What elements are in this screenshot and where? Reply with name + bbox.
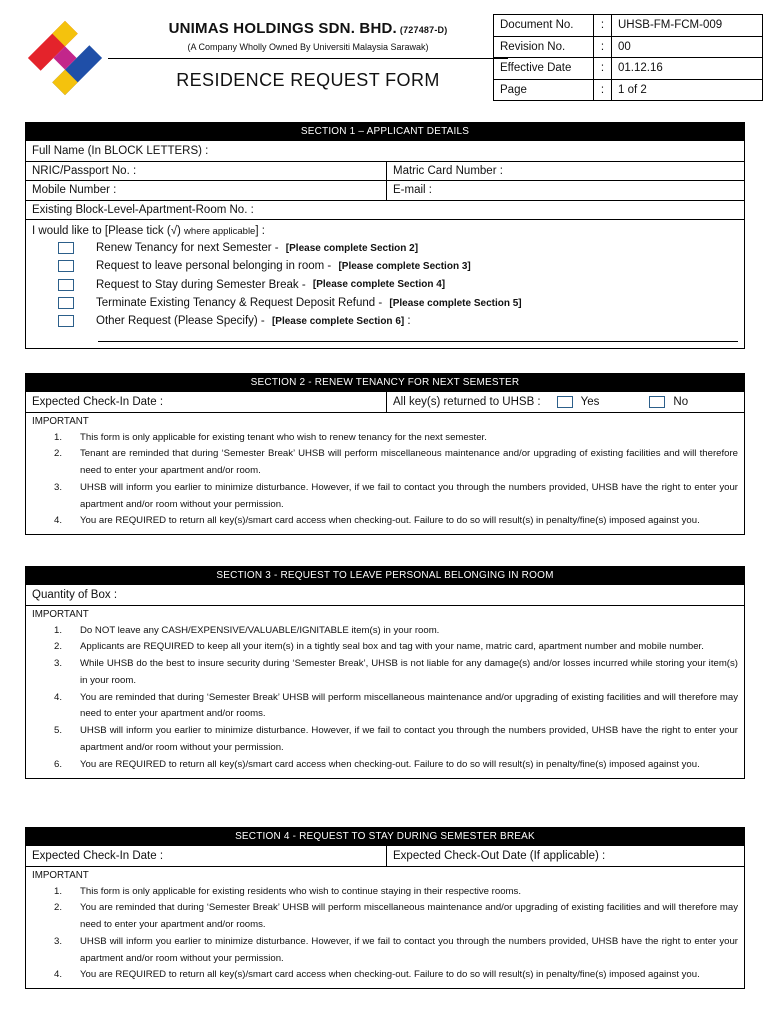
meta-row	[494, 79, 763, 101]
other-request-underline[interactable]	[98, 332, 738, 342]
important-item-text: UHSB will inform you earlier to minimize disturbance. However, if we fail to contact you through the numbers provided, UHSB have the right to enter your apartment and/or room without your permission.	[80, 481, 738, 510]
important-item	[32, 480, 738, 514]
important-item	[32, 513, 738, 530]
request-type-choices	[26, 219, 744, 348]
section-4-important-title: IMPORTANT	[32, 869, 89, 881]
request-option-note: [Please complete Section 5]	[389, 297, 522, 309]
checkin-checkout-row	[26, 846, 744, 866]
request-intro-where: where applicable	[184, 226, 256, 237]
important-item-number: 6.	[54, 758, 63, 770]
important-item-text: Applicants are REQUIRED to keep all your item(s) in a tightly seal box and tag with your name, matric card, apartment number and mobile number.	[80, 641, 704, 653]
meta-colon: :	[594, 79, 612, 101]
section-4-important	[26, 866, 744, 989]
meta-label: Effective Date	[494, 58, 594, 80]
request-option[interactable]	[32, 276, 738, 294]
nric-matric-row	[26, 161, 744, 181]
important-item-number: 3.	[54, 658, 63, 670]
meta-row	[494, 58, 763, 80]
company-block	[108, 16, 508, 100]
important-item	[32, 690, 738, 724]
important-item-text: You are reminded that during ‘Semester Break’ UHSB will perform miscellaneous maintenance and/or upgrading of existing facilities and will therefore may need to enter your apartment and/or rooms.	[80, 691, 738, 720]
meta-value: 00	[612, 36, 763, 58]
important-item	[32, 900, 738, 934]
company-name	[108, 20, 508, 37]
header-divider	[108, 58, 508, 59]
mobile-email-row	[26, 180, 744, 200]
important-item	[32, 723, 738, 757]
section-3-important	[26, 605, 744, 778]
quantity-of-box-field[interactable]: Quantity of Box :	[32, 588, 118, 601]
keys-no-checkbox[interactable]	[649, 396, 665, 408]
section-4-stay-semester-break	[25, 827, 745, 989]
important-item-number: 3.	[54, 935, 63, 947]
request-option-label: Request to leave personal belonging in room -	[96, 260, 335, 273]
important-item-number: 1.	[54, 431, 63, 443]
request-option[interactable]	[32, 257, 738, 275]
section-3-leave-belongings	[25, 566, 745, 779]
important-item-text: This form is only applicable for existing tenant who wish to renew tenancy for the next semester.	[80, 431, 487, 443]
unimas-holdings-logo	[24, 16, 106, 100]
meta-colon: :	[594, 58, 612, 80]
important-item	[32, 639, 738, 656]
important-item-number: 1.	[54, 885, 63, 897]
section-3-important-list	[32, 623, 738, 774]
important-item	[32, 884, 738, 901]
request-option[interactable]	[32, 294, 738, 312]
keys-returned-label: All key(s) returned to UHSB :	[393, 395, 541, 408]
important-item-text: While UHSB do the best to insure security during ‘Semester Break’, UHSB is not liable for any damage(s) and/or losses incurred while storing your item(s) in your room.	[80, 658, 738, 686]
email-field[interactable]: E-mail :	[386, 181, 744, 200]
keys-returned-cell	[386, 392, 744, 412]
important-item	[32, 967, 738, 984]
meta-label: Revision No.	[494, 36, 594, 58]
request-option-checkbox[interactable]	[58, 242, 74, 254]
meta-label: Document No.	[494, 15, 594, 37]
request-option[interactable]	[32, 312, 738, 330]
request-option-label: Other Request (Please Specify) -	[96, 315, 268, 328]
important-item-number: 4.	[54, 969, 63, 981]
important-item	[32, 757, 738, 774]
important-item-number: 2.	[54, 448, 63, 460]
request-option-checkbox[interactable]	[58, 279, 74, 291]
request-option[interactable]	[32, 239, 738, 257]
section-2-important	[26, 412, 744, 535]
section-4-checkout-field[interactable]: Expected Check-Out Date (If applicable) :	[386, 846, 744, 866]
important-item-text: UHSB will inform you earlier to minimize disturbance. However, if we fail to contact you through the numbers provided, UHSB have the right to enter your apartment and/or room without your permission.	[80, 725, 738, 754]
request-intro	[32, 223, 738, 239]
important-item	[32, 623, 738, 640]
section-3-title: SECTION 3 - REQUEST TO LEAVE PERSONAL BELONGING IN ROOM	[26, 567, 744, 585]
full-name-field[interactable]: Full Name (In BLOCK LETTERS) :	[32, 144, 209, 157]
meta-value: UHSB-FM-FCM-009	[612, 15, 763, 37]
section-2-checkin-field[interactable]: Expected Check-In Date :	[32, 395, 164, 408]
request-option-checkbox[interactable]	[58, 297, 74, 309]
request-intro-text: I would like to [Please tick (√)	[32, 225, 185, 237]
section-4-important-list	[32, 884, 738, 985]
important-item-number: 4.	[54, 515, 63, 527]
important-item	[32, 446, 738, 480]
meta-row	[494, 15, 763, 37]
important-item-text: Do NOT leave any CASH/EXPENSIVE/VALUABLE/IGNITABLE item(s) in your room.	[80, 624, 440, 636]
request-option-label: Renew Tenancy for next Semester -	[96, 242, 282, 255]
request-option-note: [Please complete Section 6]	[271, 315, 405, 327]
section-1-applicant-details	[25, 122, 745, 349]
request-intro-end: ] :	[255, 225, 265, 237]
section-2-important-list	[32, 430, 738, 531]
meta-label: Page	[494, 79, 594, 101]
section-2-title: SECTION 2 - RENEW TENANCY FOR NEXT SEMESTER	[26, 374, 744, 392]
meta-value: 01.12.16	[612, 58, 763, 80]
meta-colon: :	[594, 36, 612, 58]
company-subtitle: (A Company Wholly Owned By Universiti Malaysia Sarawak)	[187, 42, 429, 52]
important-item-text: You are REQUIRED to return all key(s)/smart card access when checking-out. Failure to do so will result(s) in penalty/fine(s) imposed against you.	[80, 515, 700, 527]
request-option-suffix: :	[404, 315, 411, 328]
request-option-checkbox[interactable]	[58, 260, 74, 272]
important-item-number: 4.	[54, 691, 63, 703]
request-option-note: [Please complete Section 4]	[312, 279, 446, 291]
important-item-number: 2.	[54, 902, 63, 914]
block-level-room-field[interactable]: Existing Block-Level-Apartment-Room No. :	[32, 203, 254, 216]
checkin-keys-row	[26, 392, 744, 412]
request-option-note: [Please complete Section 3]	[338, 260, 471, 272]
important-item	[32, 934, 738, 968]
important-item-text: You are REQUIRED to return all key(s)/smart card access when checking-out. Failure to do so will result(s) in penalty/fine(s) imposed against you.	[80, 758, 700, 770]
important-item-number: 2.	[54, 641, 63, 653]
important-item-text: UHSB will inform you earlier to minimize disturbance. However, if we fail to contact you through the numbers provided, UHSB have the right to enter your apartment and/or room without your permission.	[80, 935, 738, 964]
form-title: RESIDENCE REQUEST FORM	[176, 70, 440, 90]
important-item-number: 1.	[54, 624, 63, 636]
document-meta-table	[493, 14, 763, 101]
quantity-row	[26, 585, 744, 605]
request-option-label: Terminate Existing Tenancy & Request Deposit Refund -	[96, 297, 386, 310]
request-option-checkbox[interactable]	[58, 315, 74, 327]
request-options-list	[32, 239, 738, 330]
important-item-number: 3.	[54, 481, 63, 493]
keys-yes-checkbox[interactable]	[557, 396, 573, 408]
meta-value: 1 of 2	[612, 79, 763, 101]
important-item-text: This form is only applicable for existing residents who wish to continue staying in their respective rooms.	[80, 885, 521, 897]
matric-card-field[interactable]: Matric Card Number :	[386, 162, 744, 181]
meta-row	[494, 36, 763, 58]
section-4-checkin-field[interactable]: Expected Check-In Date :	[32, 849, 164, 862]
important-item-text: You are REQUIRED to return all key(s)/smart card access when checking-out. Failure to do so will result(s) in penalty/fine(s) imposed against you.	[80, 969, 700, 981]
company-reg-number: (727487-D)	[399, 25, 448, 35]
block-row	[26, 200, 744, 220]
important-item-text: You are reminded that during ‘Semester Break’ UHSB will perform miscellaneous maintenance and/or upgrading of existing facilities and will therefore may need to enter your apartment and/or rooms.	[80, 902, 738, 931]
section-2-important-title: IMPORTANT	[32, 415, 89, 427]
keys-yes-label: Yes	[580, 395, 600, 408]
important-item	[32, 656, 738, 690]
full-name-row	[26, 141, 744, 161]
section-4-title: SECTION 4 - REQUEST TO STAY DURING SEMESTER BREAK	[26, 828, 744, 846]
important-item	[32, 430, 738, 447]
keys-no-label: No	[673, 395, 689, 408]
important-item-text: Tenant are reminded that during ‘Semester Break’ UHSB will perform miscellaneous maintenance and/or upgrading of existing facilities and will therefore need to enter your apartment and/or room.	[80, 448, 738, 477]
company-name-text: UNIMAS HOLDINGS SDN. BHD.	[168, 20, 397, 37]
section-3-important-title: IMPORTANT	[32, 608, 89, 620]
meta-colon: :	[594, 15, 612, 37]
mobile-number-field[interactable]: Mobile Number :	[32, 184, 117, 197]
request-option-note: [Please complete Section 2]	[285, 242, 419, 254]
important-item-number: 5.	[54, 725, 63, 737]
section-1-title: SECTION 1 – APPLICANT DETAILS	[26, 123, 744, 141]
section-2-renew-tenancy	[25, 373, 745, 535]
nric-passport-field[interactable]: NRIC/Passport No. :	[32, 164, 137, 177]
request-option-label: Request to Stay during Semester Break -	[96, 278, 309, 291]
form-header	[18, 14, 745, 102]
